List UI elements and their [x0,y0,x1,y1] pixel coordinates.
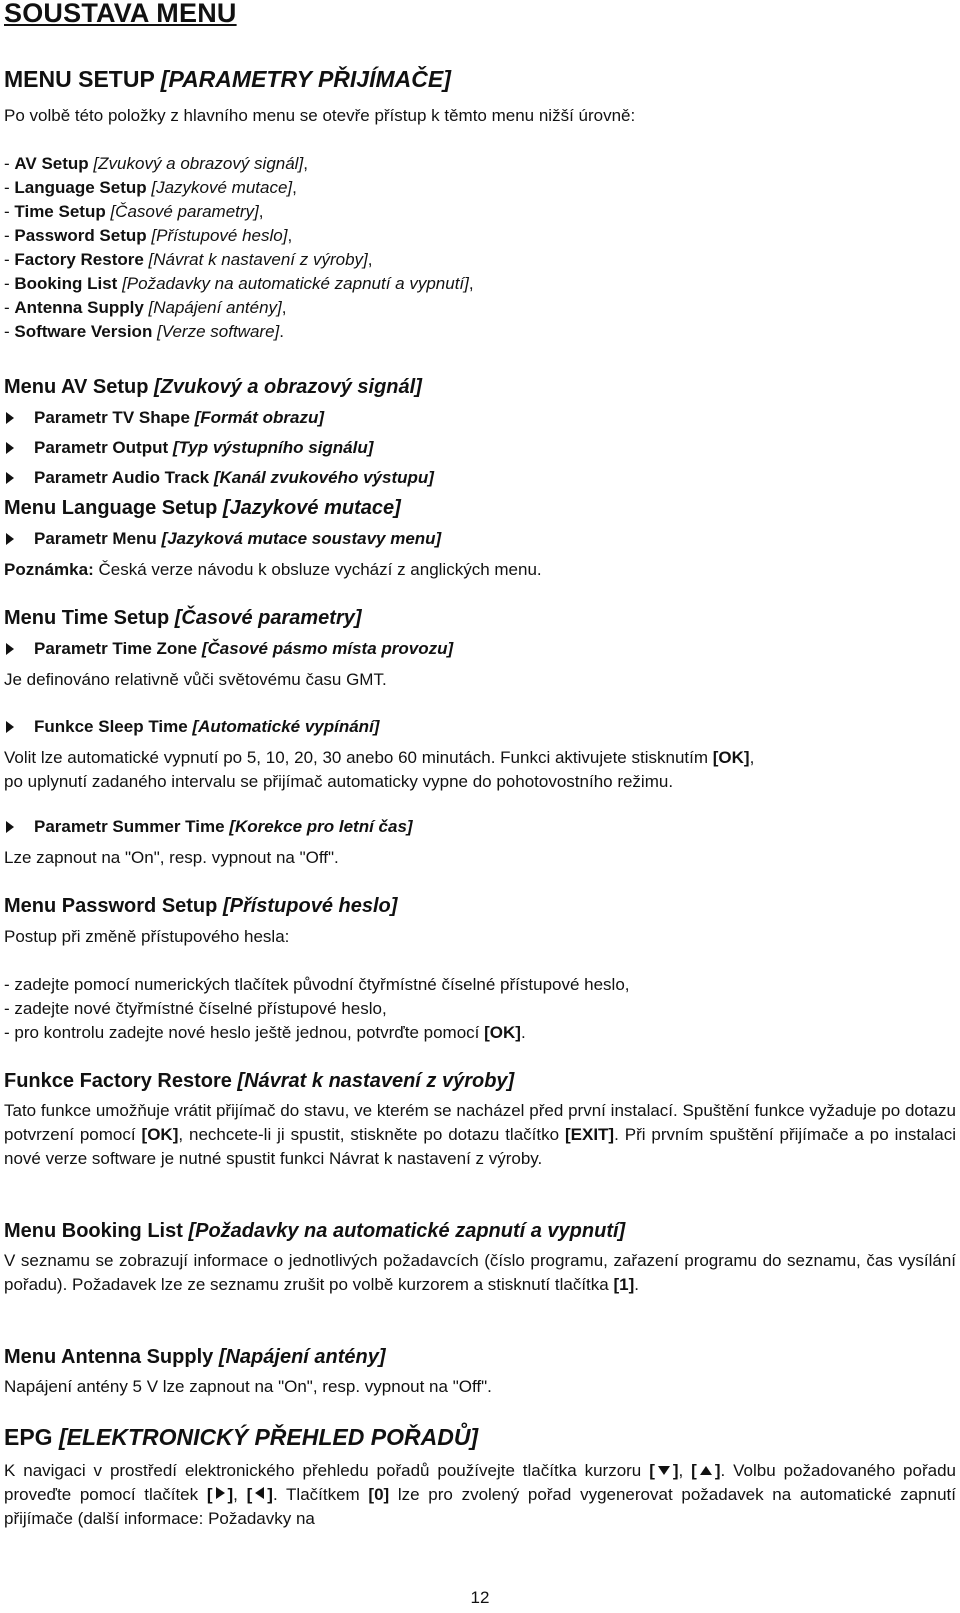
setup-intro: Po volbě této položky z hlavního menu se otevře přístup k těmto menu nižší úrovně: [4,106,636,125]
arrow-down-key-icon [658,1466,670,1475]
section-heading-antenna-supply: Menu Antenna Supply [Napájení antény] [4,1346,386,1368]
language-note: Poznámka: Česká verze návodu k obsluze vychází z anglických menu. [4,560,542,579]
section-heading-epg: EPG [ELEKTRONICKÝ PŘEHLED POŘADŮ] [4,1424,479,1450]
summer-time-desc: Lze zapnout na "On", resp. vypnout na "Off". [4,848,339,867]
param-output: Parametr Output [Typ výstupního signálu] [6,438,373,458]
section-heading-booking-list: Menu Booking List [Požadavky na automatické zapnutí a vypnutí] [4,1220,626,1242]
heading-italic: [PARAMETRY PŘIJÍMAČE] [160,66,451,92]
section-heading-time-setup: Menu Time Setup [Časové parametry] [4,607,362,629]
setup-item-list [4,152,474,344]
list-item: - Time Setup [Časové parametry], [4,202,264,221]
antenna-supply-desc: Napájení antény 5 V lze zapnout na "On", resp. vypnout na "Off". [4,1377,492,1396]
sleep-time-desc-line2: po uplynutí zadaného intervalu se přijímač automaticky vypne do pohotovostního režimu. [4,772,674,791]
factory-restore-desc: Tato funkce umožňuje vrátit přijímač do stavu, ve kterém se nacházel před první instalací. Spuštění funkce vyžaduje po dotazu potvrzení pomocí [OK], nechcete-li ji spustit, stiskněte po dotazu tlačítko [EXIT]. Při prvním spuštění přijímače a po instalaci nové verze software je nutné spustit funkci Návrat k nastavení z výroby. [4,1101,957,1168]
booking-list-desc: V seznamu se zobrazují informace o jednotlivých požadavcích (číslo programu, zařazení programu do seznamu, čas vysílání pořadu). Požadavek lze ze seznamu zrušit po volbě kurzorem a stisknutí tlačítka [1]. [4,1251,956,1294]
page-number: 12 [470,1588,490,1607]
arrow-left-key-icon [255,1487,264,1499]
sleep-time-desc-line1: Volit lze automatické vypnutí po 5, 10, 20, 30 anebo 60 minutách. Funkci aktivujete stisknutím [OK], [4,748,755,767]
time-zone-desc: Je definováno relativně vůči světovému času GMT. [4,670,387,689]
list-item: - Factory Restore [Návrat k nastavení z výroby], [4,250,373,269]
list-item: - pro kontrolu zadejte nové heslo ještě jednou, potvrďte pomocí [OK]. [4,1023,526,1042]
param-audio-track: Parametr Audio Track [Kanál zvukového výstupu] [6,468,434,488]
section-heading-language-setup: Menu Language Setup [Jazykové mutace] [4,497,401,519]
epg-desc: K navigaci v prostředí elektronického přehledu pořadů používejte tlačítka kurzoru [ ], [ ]. Volbu požadovaného pořadu proveďte pomocí tlačítek [ ], [ ]. Tlačítkem [0] lze pro zvolený pořad vygenerovat požadavek na automatické zapnutí přijímače (další informace: Požadavky na [4,1461,956,1528]
list-item: - Booking List [Požadavky na automatické zapnutí a vypnutí], [4,274,474,293]
param-menu-language: Parametr Menu [Jazyková mutace soustavy menu] [6,529,441,549]
param-tv-shape: Parametr TV Shape [Formát obrazu] [6,408,324,428]
param-time-zone: Parametr Time Zone [Časové pásmo místa provozu] [6,639,453,659]
bullet-arrow-icon [6,643,14,655]
section-heading-menu-setup [4,66,451,93]
section-heading-password-setup: Menu Password Setup [Přístupové heslo] [4,895,398,917]
password-intro: Postup při změně přístupového hesla: [4,927,290,946]
bullet-arrow-icon [6,442,14,454]
list-item: - Antenna Supply [Napájení antény], [4,298,287,317]
section-heading-av-setup: Menu AV Setup [Zvukový a obrazový signál] [4,376,422,398]
list-item: - zadejte pomocí numerických tlačítek původní čtyřmístné číselné přístupové heslo, [4,975,630,994]
bullet-arrow-icon [6,721,14,733]
bullet-arrow-icon [6,412,14,424]
password-steps [4,973,630,1045]
bullet-arrow-icon [6,533,14,545]
function-sleep-time: Funkce Sleep Time [Automatické vypínání] [6,717,379,737]
bullet-arrow-icon [6,472,14,484]
bullet-arrow-icon [6,821,14,833]
list-item: - zadejte nové čtyřmístné číselné přístupové heslo, [4,999,387,1018]
arrow-up-key-icon [700,1466,712,1475]
page-title: SOUSTAVA MENU [4,0,237,28]
list-item: - Software Version [Verze software]. [4,322,284,341]
list-item: - Language Setup [Jazykové mutace], [4,178,297,197]
list-item: - AV Setup [Zvukový a obrazový signál], [4,154,308,173]
param-summer-time: Parametr Summer Time [Korekce pro letní čas] [6,817,413,837]
section-heading-factory-restore: Funkce Factory Restore [Návrat k nastavení z výroby] [4,1070,515,1092]
heading-text: MENU SETUP [4,66,161,92]
arrow-right-key-icon [216,1487,225,1499]
list-item: - Password Setup [Přístupové heslo], [4,226,293,245]
